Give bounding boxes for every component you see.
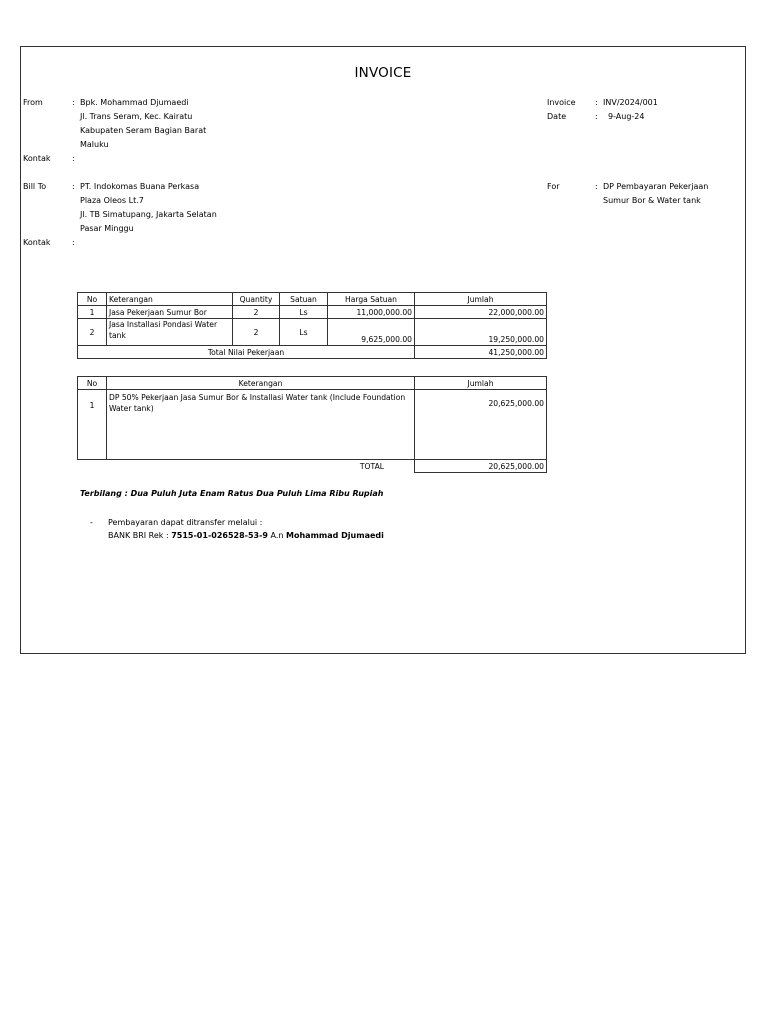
invoice-number-colon: :	[595, 98, 598, 107]
invoice-date-colon: :	[595, 112, 598, 121]
payment-table	[77, 376, 547, 473]
row-no: 1	[78, 306, 107, 319]
grand-total-value: 20,625,000.00	[415, 460, 547, 473]
row-harga-satuan: 11,000,000.00	[328, 306, 415, 319]
payment-instruction: Pembayaran dapat ditransfer melalui :	[108, 518, 263, 527]
row-keterangan: Jasa Pekerjaan Sumur Bor	[107, 306, 233, 319]
from-line-2: Jl. Trans Seram, Kec. Kairatu	[80, 112, 193, 121]
col-header-no: No	[78, 293, 107, 306]
from-line-4: Maluku	[80, 140, 109, 149]
for-line-1: DP Pembayaran Pekerjaan	[603, 182, 709, 191]
invoice-title: INVOICE	[354, 65, 412, 81]
row-harga-satuan: 9,625,000.00	[328, 319, 415, 346]
from-line-1: Bpk. Mohammad Djumaedi	[80, 98, 189, 107]
row-keterangan: DP 50% Pekerjaan Jasa Sumur Bor & Installasi Water tank (Include Foundation Water tank)	[107, 390, 415, 460]
row-jumlah: 22,000,000.00	[415, 306, 547, 319]
col-header-jumlah: Jumlah	[415, 293, 547, 306]
for-colon: :	[595, 182, 598, 191]
row-satuan: Ls	[280, 319, 328, 346]
work-items-table	[77, 292, 547, 359]
col-header-jumlah: Jumlah	[415, 377, 547, 390]
invoice-number-label: Invoice	[547, 98, 576, 107]
account-name-prefix: A.n	[268, 531, 287, 540]
bill-to-kontak-colon: :	[72, 238, 75, 247]
bill-to-line-1: PT. Indokomas Buana Perkasa	[80, 182, 200, 191]
from-kontak-colon: :	[72, 154, 75, 163]
row-quantity: 2	[233, 306, 280, 319]
row-jumlah: 20,625,000.00	[415, 390, 547, 460]
bill-to-line-3: Jl. TB Simatupang, Jakarta Selatan	[80, 210, 217, 219]
invoice-date-value: 9-Aug-24	[608, 112, 645, 121]
total-nilai-value: 41,250,000.00	[415, 346, 547, 359]
bill-to-colon: :	[72, 182, 75, 191]
invoice-date-label: Date	[547, 112, 567, 121]
col-header-no: No	[78, 377, 107, 390]
col-header-keterangan: Keterangan	[107, 377, 415, 390]
table-row	[78, 306, 547, 319]
invoice-frame	[20, 46, 746, 654]
work-items-total-row	[78, 346, 547, 359]
payment-bullet: -	[90, 518, 93, 527]
col-header-harga-satuan: Harga Satuan	[328, 293, 415, 306]
row-no: 1	[78, 390, 107, 460]
bill-to-line-2: Plaza Oleos Lt.7	[80, 196, 144, 205]
row-jumlah: 19,250,000.00	[415, 319, 547, 346]
col-header-keterangan: Keterangan	[107, 293, 233, 306]
bill-to-label: Bill To	[23, 182, 47, 191]
table-row	[78, 319, 547, 346]
for-line-2: Sumur Bor & Water tank	[603, 196, 701, 205]
row-keterangan: Jasa Installasi Pondasi Water tank	[107, 319, 233, 346]
bank-account-line	[108, 529, 384, 543]
from-kontak-label: Kontak	[23, 154, 51, 163]
for-label: For	[547, 182, 560, 191]
row-quantity: 2	[233, 319, 280, 346]
bank-account-number: 7515-01-026528-53-9	[171, 531, 268, 540]
bank-prefix: BANK BRI Rek :	[108, 531, 172, 540]
from-colon: :	[72, 98, 75, 107]
table-row	[78, 390, 547, 460]
row-no: 2	[78, 319, 107, 346]
col-header-satuan: Satuan	[280, 293, 328, 306]
bank-account-name: Mohammad Djumaedi	[286, 531, 384, 540]
payment-total-row	[78, 460, 547, 473]
from-label: From	[23, 98, 43, 107]
col-header-quantity: Quantity	[233, 293, 280, 306]
terbilang-text: Terbilang : Dua Puluh Juta Enam Ratus Dua Puluh Lima Ribu Rupiah	[80, 489, 384, 498]
bill-to-line-4: Pasar Minggu	[80, 224, 134, 233]
invoice-number-value: INV/2024/001	[603, 98, 658, 107]
work-items-header-row	[78, 293, 547, 306]
total-nilai-label: Total Nilai Pekerjaan	[78, 346, 415, 359]
row-satuan: Ls	[280, 306, 328, 319]
bill-to-kontak-label: Kontak	[23, 238, 51, 247]
grand-total-label: TOTAL	[78, 460, 415, 473]
payment-header-row	[78, 377, 547, 390]
from-line-3: Kabupaten Seram Bagian Barat	[80, 126, 207, 135]
